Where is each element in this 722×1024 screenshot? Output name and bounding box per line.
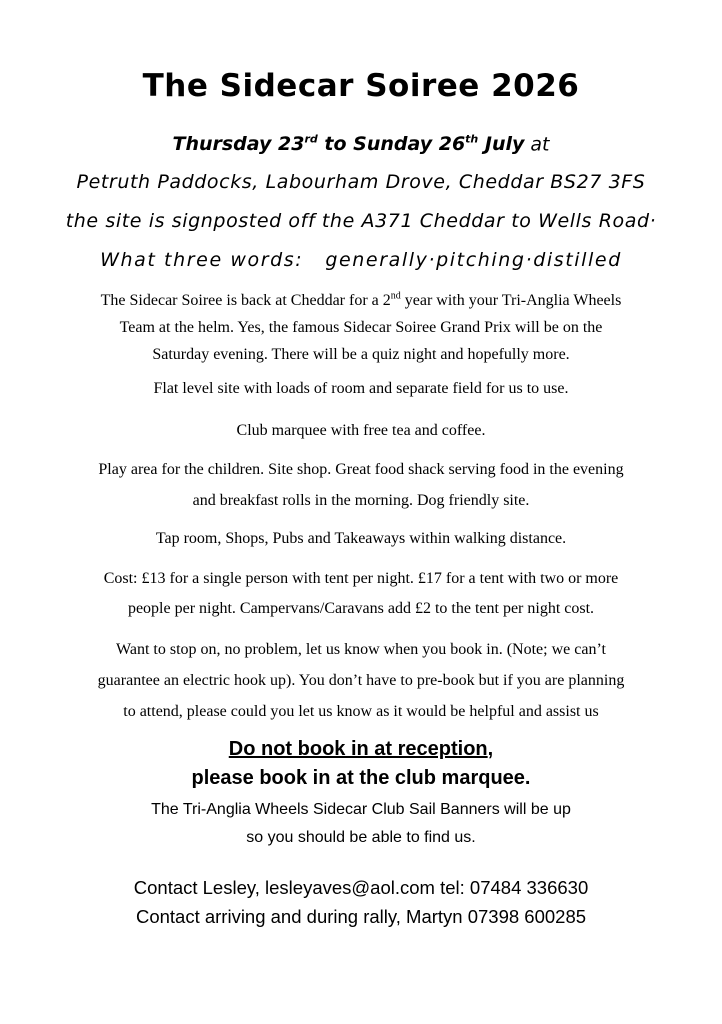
intro-line-1-b: year with your Tri-Anglia Wheels: [400, 292, 622, 309]
booking-warning-comma: ,: [487, 738, 494, 760]
dates-suffix: at: [524, 133, 550, 156]
stay-on-paragraph: [40, 634, 682, 727]
signpost-note: the site is signposted off the A371 Cheddar to Wells Road·: [65, 210, 657, 232]
banner-line-1: The Tri-Anglia Wheels Sidecar Club Sail Banners will be up: [151, 801, 571, 818]
contact-lesley: [0, 877, 722, 899]
stay-on-line-2: guarantee an electric hook up). You don’t have to pre-book but if you are planning: [97, 672, 625, 689]
month: July: [478, 133, 525, 156]
booking-warning-text: Do not book in at reception: [228, 738, 488, 760]
marquee-paragraph: Club marquee with free tea and coffee.: [236, 422, 486, 439]
what-three-words: [0, 249, 722, 271]
facilities-paragraph: [40, 454, 682, 516]
intro-line-1-sup: nd: [390, 290, 401, 302]
end-day-suffix: th: [465, 133, 479, 146]
booking-instruction: please book in at the club marquee.: [191, 767, 531, 789]
banner-line-2: so you should be able to find us.: [246, 829, 476, 846]
page-title: The Sidecar Soiree 2026: [142, 68, 580, 104]
start-day-suffix: rd: [304, 133, 318, 146]
w3w-value: generally·pitching·distilled: [325, 249, 622, 271]
nearby-paragraph: Tap room, Shops, Pubs and Takeaways within walking distance.: [155, 530, 567, 547]
cost-line-2: people per night. Campervans/Caravans add £2 to the tent per night cost.: [127, 600, 595, 617]
intro-paragraph: [40, 287, 682, 368]
stay-on-line-3: to attend, please could you let us know as it would be helpful and assist us: [123, 703, 599, 720]
contact-lesley-prefix: Contact Lesley,: [133, 877, 266, 898]
venue-address: Petruth Paddocks, Labourham Drove, Cheddar BS27 3FS: [76, 171, 646, 193]
site-paragraph: Flat level site with loads of room and separate field for us to use.: [153, 380, 569, 397]
stay-on-line-1: Want to stop on, no problem, let us know when you book in. (Note; we can’t: [116, 641, 606, 658]
contact-martyn: Contact arriving and during rally, Martyn 07398 600285: [135, 906, 587, 927]
contact-lesley-phone: tel: 07484 336630: [434, 877, 589, 898]
event-dates: [0, 133, 722, 155]
facilities-line-1: Play area for the children. Site shop. Great food shack serving food in the evening: [98, 461, 624, 478]
intro-line-1-a: The Sidecar Soiree is back at Cheddar for a 2: [100, 292, 391, 309]
booking-warning: [0, 738, 722, 761]
cost-paragraph: [40, 564, 682, 624]
email-link[interactable]: lesleyaves@aol.com: [265, 877, 435, 898]
end-day: to Sunday 26: [317, 133, 466, 156]
w3w-label: What three words:: [100, 249, 304, 271]
start-day: Thursday 23: [172, 133, 305, 156]
cost-line-1: Cost: £13 for a single person with tent per night. £17 for a tent with two or more: [103, 570, 619, 587]
intro-line-2: Team at the helm. Yes, the famous Sidecar Soiree Grand Prix will be on the: [119, 319, 603, 336]
facilities-line-2: and breakfast rolls in the morning. Dog friendly site.: [192, 492, 530, 509]
intro-line-3: Saturday evening. There will be a quiz night and hopefully more.: [152, 346, 570, 363]
intro-line-1: [40, 287, 682, 314]
